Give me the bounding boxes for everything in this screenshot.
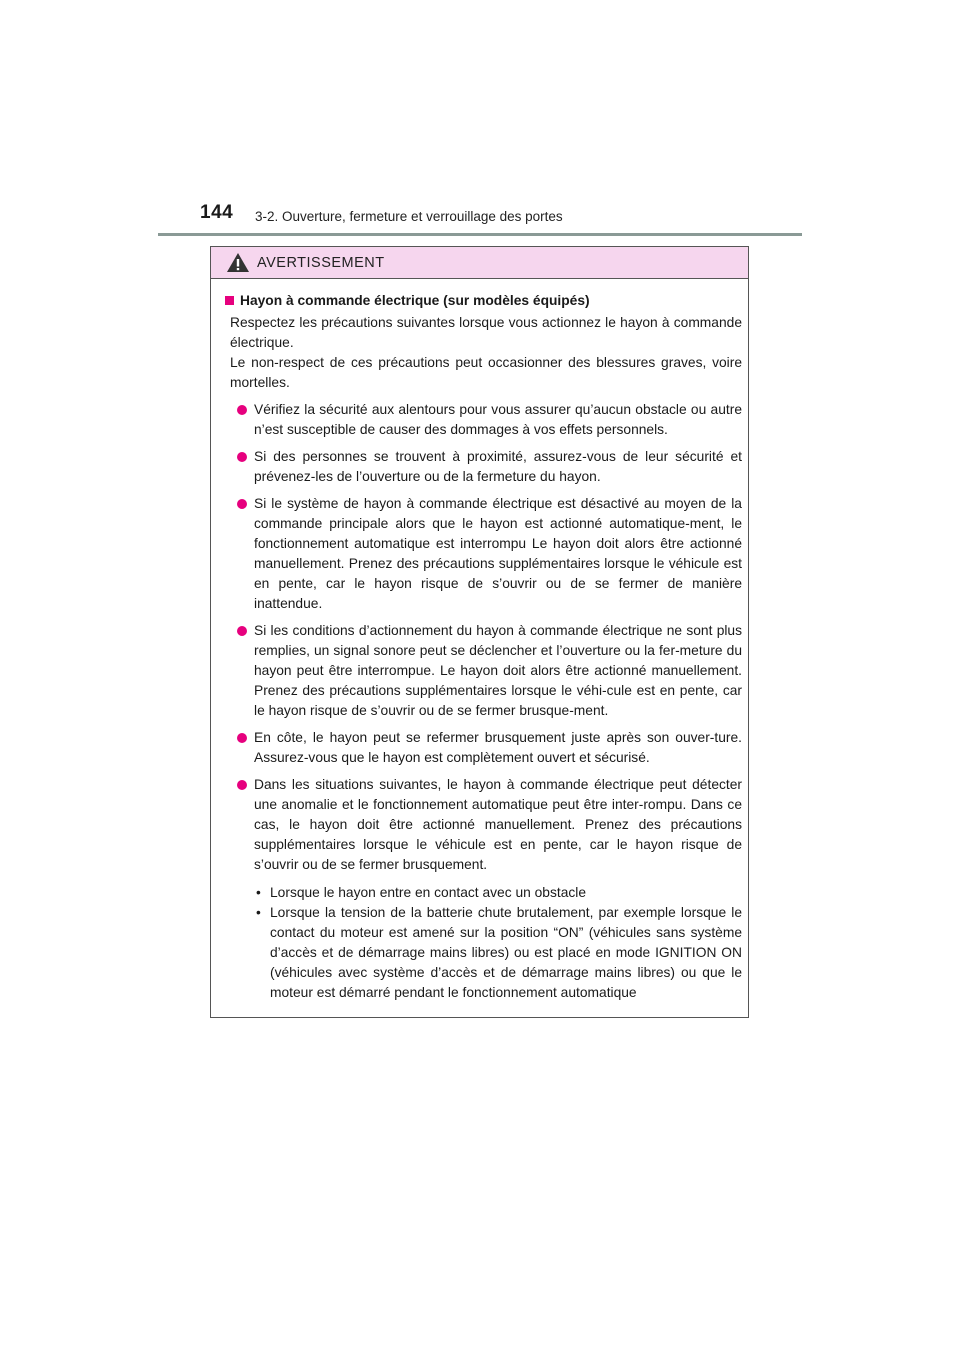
round-bullet-icon bbox=[237, 405, 247, 415]
page-number: 144 bbox=[200, 202, 234, 223]
sub-bullet: • bbox=[256, 885, 261, 900]
sub-list bbox=[225, 883, 742, 1003]
list-item bbox=[225, 400, 742, 440]
list-item-text: Vérifiez la sécurité aux alentours pour vous assurer qu’aucun obstacle ou autre n’est susceptible de causer des dommages à vos effets personnels. bbox=[254, 402, 742, 437]
intro-paragraph-1: Respectez les précautions suivantes lorsque vous actionnez le hayon à commande électrique. bbox=[230, 315, 742, 350]
sub-list-item-text: Lorsque la tension de la batterie chute brutalement, par exemple lorsque le contact du moteur est amené sur la position “ON” (véhicules sans système d’accès et de démarrage mains libres) ou est placé en mode IGNITION ON (véhicules avec système d’accès et de démarrage mains libres) ou que le moteur est démarré pendant le fonctionnement automatique bbox=[270, 905, 742, 1000]
sub-list-item-text: Lorsque le hayon entre en contact avec un obstacle bbox=[270, 885, 587, 900]
list-item bbox=[225, 494, 742, 614]
round-bullet-icon bbox=[237, 733, 247, 743]
list-item-text: Si le système de hayon à commande électrique est désactivé au moyen de la commande principale alors que le hayon est actionné automatique-ment, le fonctionnement automatique est interrompu Le hayon doit alors être actionné manuellement. Prenez des précautions supplémentaires lorsque le véhicule est en pente, car le hayon risque de s’ouvrir ou de se fermer de manière inattendue. bbox=[254, 496, 742, 611]
square-bullet-icon bbox=[225, 296, 234, 305]
round-bullet-icon bbox=[237, 626, 247, 636]
chapter-title: 3-2. Ouverture, fermeture et verrouillage des portes bbox=[255, 209, 563, 224]
intro-paragraph-2: Le non-respect de ces précautions peut occasionner des blessures graves, voire mortelles. bbox=[230, 355, 742, 390]
round-bullet-icon bbox=[237, 499, 247, 509]
list-item-text: Si les conditions d’actionnement du hayon à commande électrique ne sont plus remplies, un signal sonore peut se déclencher et l’ouverture ou la fer-meture du hayon peut être interrompue. Le hayon doit alors être actionné manuellement. Prenez des précautions supplémentaires lorsque le véhi-cule est en pente, car le hayon risque de s’ouvrir ou de se fermer brusque-ment. bbox=[254, 623, 742, 718]
warning-box bbox=[210, 246, 749, 1018]
list-item bbox=[225, 621, 742, 721]
round-bullet-icon bbox=[237, 780, 247, 790]
list-item bbox=[225, 728, 742, 768]
warning-triangle-icon bbox=[227, 253, 249, 272]
header-rule bbox=[158, 233, 802, 236]
list-item bbox=[225, 775, 742, 875]
sub-bullet: • bbox=[256, 905, 261, 920]
section-heading bbox=[225, 291, 742, 311]
sub-list-item bbox=[256, 883, 742, 903]
list-item-text: Dans les situations suivantes, le hayon à commande électrique peut détecter une anomalie et le fonctionnement automatique peut être inter-rompu. Dans ce cas, le hayon doit être actionné manuellement. Prenez des précautions supplémentaires lorsque le véhicule est en pente, car le hayon risque de s’ouvrir ou de se fermer brusquement. bbox=[254, 777, 742, 872]
warning-title: AVERTISSEMENT bbox=[257, 254, 385, 271]
round-bullet-icon bbox=[237, 452, 247, 462]
warning-header bbox=[211, 247, 748, 279]
warning-body bbox=[211, 279, 748, 1003]
sub-list-item bbox=[256, 903, 742, 1003]
list-item bbox=[225, 447, 742, 487]
list-item-text: En côte, le hayon peut se refermer brusquement juste après son ouver-ture. Assurez-vous que le hayon est complètement ouvert et sécurisé. bbox=[254, 730, 742, 765]
list-item-text: Si des personnes se trouvent à proximité, assurez-vous de leur sécurité et prévenez-les de l’ouverture ou de la fermeture du hayon. bbox=[254, 449, 742, 484]
section-heading-text: Hayon à commande électrique (sur modèles équipés) bbox=[240, 293, 590, 308]
